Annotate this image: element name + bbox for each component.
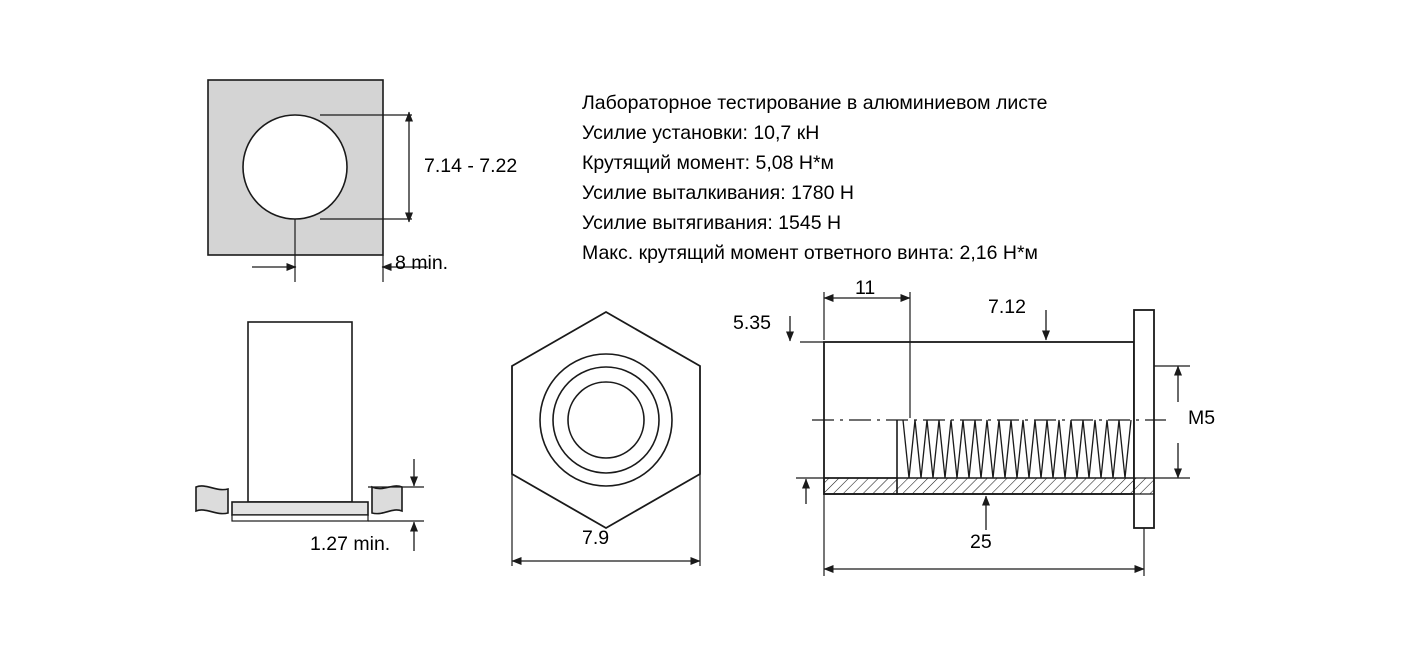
specification-text-block — [582, 88, 1282, 268]
spec-line-lab-testing: Лабораторное тестирование в алюминиевом листе — [582, 92, 1048, 114]
spec-line-pullout-force: Усилие вытягивания: 1545 Н — [582, 212, 842, 234]
dimension-label-thread-size: M5 — [1188, 407, 1216, 429]
dimension-label-sheet-thickness: 1.27 min. — [310, 533, 391, 555]
dimension-label-total-length: 25 — [970, 531, 992, 553]
dimension-label-body-diameter: 7.12 — [988, 296, 1026, 318]
dimension-label-edge-distance: 8 min. — [395, 252, 449, 274]
installed-side-view — [196, 322, 424, 551]
dimension-label-hole-diameter: 7.14 - 7.22 — [424, 155, 518, 177]
dimension-label-head-height: 5.35 — [733, 312, 771, 334]
spec-line-max-screw-torque: Макс. крутящий момент ответного винта: 2,16 Н*м — [582, 242, 1038, 264]
dimension-label-across-flats: 7.9 — [582, 527, 610, 549]
spec-line-installation-force: Усилие установки: 10,7 кН — [582, 122, 820, 144]
spec-line-pushout-force: Усилие выталкивания: 1780 Н — [582, 182, 854, 204]
dimension-label-shank-length: 11 — [855, 277, 876, 299]
spec-line-torque: Крутящий момент: 5,08 Н*м — [582, 152, 834, 174]
